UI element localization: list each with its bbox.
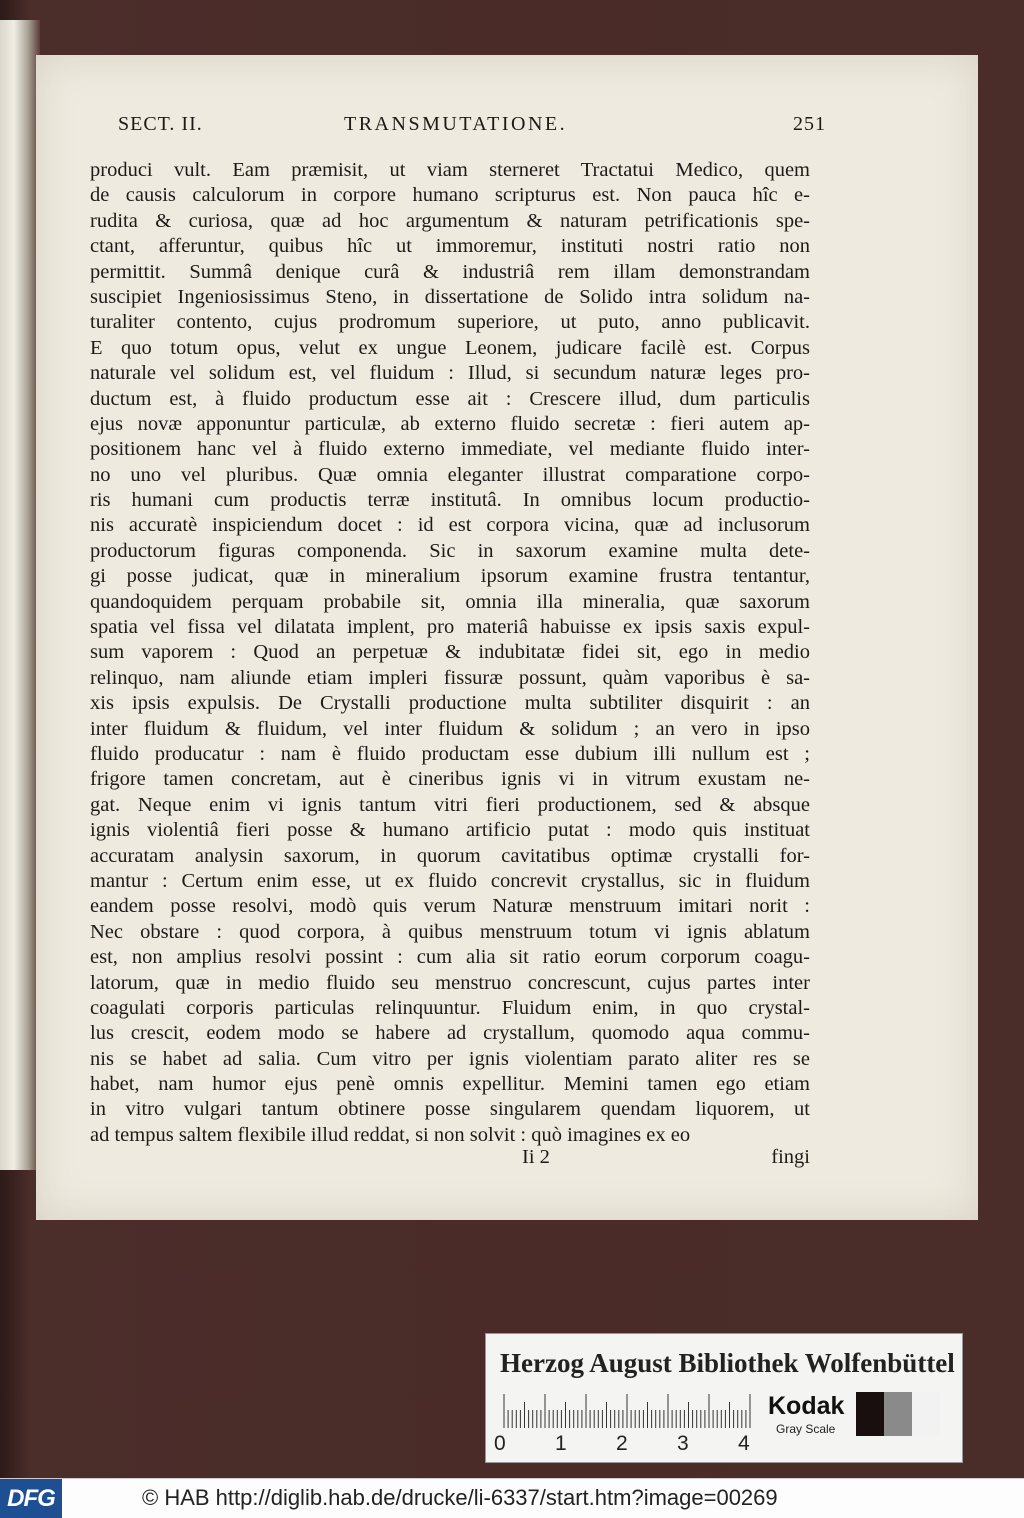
text-line: suscipiet Ingeniosissimus Steno, in dissertatione de Solido intra solidum na-: [90, 285, 810, 308]
text-line: coagulati corporis particulas relinquuntur. Fluidum enim, in quo crystal-: [90, 996, 810, 1019]
text-line: accuratam analysin saxorum, in quorum cavitatibus optimæ crystalli for-: [90, 844, 810, 867]
signature-mark: Ii 2: [522, 1146, 550, 1168]
gray-scale-label: Gray Scale: [776, 1422, 836, 1436]
text-line: in vitro vulgari tantum obtinere posse singularem quendam liquorem, ut: [90, 1098, 810, 1121]
body-text: [90, 158, 810, 1148]
text-line: ctant, afferuntur, quibus hîc ut immoremur, instituti nostri ratio non: [90, 235, 810, 258]
gray-swatch: [856, 1392, 884, 1436]
text-line: nis se habet ad salia. Cum vitro per ignis violentiam parato aliter res se: [90, 1047, 810, 1070]
text-line: E quo totum opus, velut ex ungue Leonem, judicare facilè est. Corpus: [90, 336, 810, 359]
gray-swatch: [912, 1392, 940, 1436]
previous-page-edges: [0, 20, 40, 1170]
text-line: gi posse judicat, quæ in mineralium ipsorum examine frustra tentantur,: [90, 565, 810, 588]
ruler-digit: 1: [555, 1432, 567, 1455]
copyright-url: © HAB http://diglib.hab.de/drucke/li-6337/start.htm?image=00269: [142, 1485, 778, 1510]
text-line: turaliter contento, cujus prodromum superiore, ut puto, anno publicavit.: [90, 311, 810, 334]
gray-scale-swatches: [856, 1392, 942, 1436]
text-line: xis ipsis expulsis. De Crystalli productione multa subtiliter disquirit : an: [90, 692, 810, 715]
text-line: productorum figuras componenda. Sic in saxorum examine multa dete-: [90, 539, 810, 562]
text-line: no uno vel pluribus. Quæ omnia eleganter illustrat comparatione corpo-: [90, 463, 810, 486]
text-line: Nec obstare : quod corpora, à quibus menstruum totum vi ignis ablatum: [90, 920, 810, 943]
chapter-title: TRANSMUTATIONE.: [344, 113, 568, 135]
section-label: SECT. II.: [118, 113, 203, 135]
text-line: ad tempus saltem flexibile illud reddat, si non solvit : quò imagines ex eo: [90, 1123, 691, 1146]
text-line: fluido producatur : nam è fluido productam esse dubium illi nullum est ;: [90, 742, 810, 765]
running-head: [118, 113, 826, 141]
text-line: latorum, quæ in medio fluido seu menstruo concrescunt, cujus partes inter: [90, 971, 810, 994]
text-line: inter fluidum & fluidum, vel inter fluidum & solidum ; an vero in ipso: [90, 717, 810, 740]
ruler-digits: [494, 1432, 764, 1458]
text-line: rudita & curiosa, quæ ad hoc argumentum & naturam petrificationis spe-: [90, 209, 810, 232]
text-line: est, non amplius resolvi possint : cum alia sit ratio eorum corporum coagu-: [90, 946, 810, 969]
text-line: frigore tamen concretam, aut è cineribus ignis vi in vitrum exustam ne-: [90, 768, 810, 791]
ruler-digit: 0: [494, 1432, 506, 1455]
text-line: relinquo, nam aliunde etiam impleri fissuræ possunt, quàm vaporibus è sa-: [90, 666, 810, 689]
ruler-digit: 3: [677, 1432, 689, 1455]
page-number: 251: [793, 113, 826, 135]
text-line: sum vaporem : Quod an perpetuæ & indubitatæ fidei sit, ego in medio: [90, 641, 810, 664]
text-line: produci vult. Eam præmisit, ut viam sterneret Tractatui Medico, quem: [90, 159, 810, 181]
text-line: mantur : Certum enim esse, ut ex fluido concrevit crystallus, sic in fluidum: [90, 869, 810, 892]
text-line: ejus novæ apponuntur particulæ, ab externo fluido secretæ : fieri autem ap-: [90, 412, 810, 435]
page-footer: [90, 1146, 810, 1172]
footer-bar: [0, 1478, 1024, 1518]
dfg-logo: DFG: [0, 1479, 62, 1518]
text-line: nis accuratè inspiciendum docet : id est corpora vicina, quæ ad inclusorum: [90, 514, 810, 537]
text-line: eandem posse resolvi, modò quis verum Naturæ menstruum imitari norit :: [90, 895, 810, 918]
color-calibration-card: [485, 1333, 963, 1463]
kodak-logo: Kodak: [768, 1392, 845, 1420]
text-line: naturale vel solidum est, vel fluidum : Illud, si secundum naturæ leges pro-: [90, 362, 810, 385]
text-line: permittit. Summâ denique curâ & industriâ rem illam demonstrandam: [90, 260, 810, 283]
text-line: gat. Neque enim vi ignis tantum vitri fieri productionem, sed & absque: [90, 793, 810, 816]
gray-swatch: [884, 1392, 912, 1436]
library-name: Herzog August Bibliothek Wolfenbüttel: [500, 1348, 955, 1378]
text-line: ris humani cum productis terræ institutâ. In omnibus locum productio-: [90, 489, 810, 512]
measurement-ruler: [498, 1390, 760, 1430]
text-line: ignis violentiâ fieri posse & humano artificio putat : modo quis instituat: [90, 819, 810, 842]
catchword: fingi: [771, 1146, 810, 1168]
text-line: quandoquidem perquam probabile sit, omnia illa mineralia, quæ saxorum: [90, 590, 810, 613]
text-line: lus crescit, eodem modo se habere ad crystallum, quomodo aqua commu-: [90, 1022, 810, 1045]
ruler-digit: 4: [738, 1432, 750, 1455]
text-line: positionem hanc vel à fluido externo immediate, vel mediante fluido inter-: [90, 438, 810, 461]
text-line: spatia vel fissa vel dilatata implent, pro materiâ habuisse ex ipsis saxis expul-: [90, 616, 810, 639]
ruler-digit: 2: [616, 1432, 628, 1455]
text-line: de causis calculorum in corpore humano scripturus est. Non pauca hîc e-: [90, 184, 810, 207]
text-line: habet, nam humor ejus penè omnis expellitur. Memini tamen ego etiam: [90, 1073, 810, 1096]
text-line: ductum est, à fluido productum esse ait : Crescere illud, dum particulis: [90, 387, 810, 410]
